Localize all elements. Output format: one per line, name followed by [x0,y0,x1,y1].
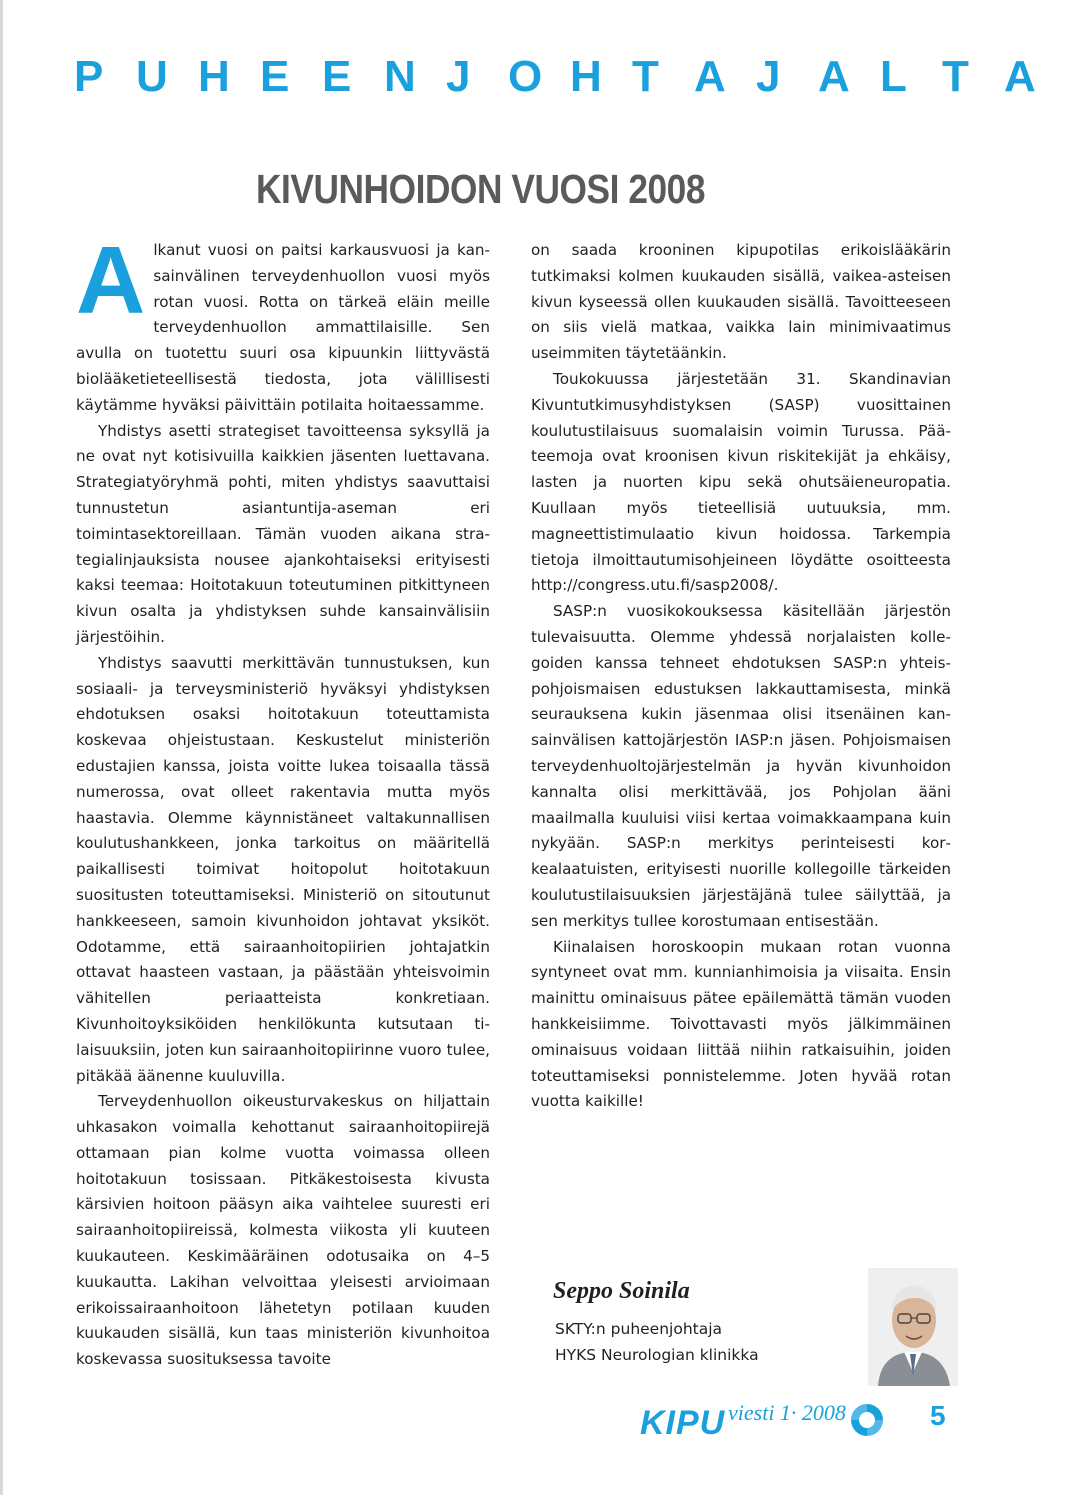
kicker-letter: J [446,52,471,101]
article-paragraph: SASP:n vuosikokouksessa käsitellään järjestön tulevaisuutta. Olemme yhdessä norjalaisten kollegoiden kanssa tehneet ehdotuksen SASP:n yhteispohjoismaisen edustuksen lakkauttamisesta, minkä seurauksena kukin jäsenmaa olisi itsenäinen kansainvälisen kattojärjestön IASP:n jäsen. Pohjoismaisen terveydenhuoltojärjestelmän ja hyvän kivunhoidon kannalta olisi merkittävää, jos Pohjolan ääni maailmalla kuuluisi viisi kertaa voimakkaampana kuin nykyään. SASP:n merkitys perinteisesti korkealaatuisten, erityisesti nuorille kollegoille tärkeiden koulutustilaisuuksien järjestäjänä tulee säilyttää, ja sen merkitys tullee korostumaan entisestään. [531,602,951,930]
article-paragraph: Kiinalaisen horoskoopin mukaan rotan vuonna syntyneet ovat mm. kunnianhimoisia ja viisaita. Ensin mainittu ominaisuus pätee epäilemättä tämän vuoden hankkeisiimme. Toivottavasti myös jälkimmäinen ominaisuus voidaan liittää niihin ratkaisuihin, joiden toteuttamiseksi ponnistelemme. Joten hyvää rotan vuotta kaikille! [531,937,951,1111]
kicker-letter: T [942,52,969,101]
article-column-right [531,238,951,1115]
kicker-letter: E [322,52,352,101]
kicker-letter: N [384,52,416,101]
logo-text: KIPU [640,1404,726,1442]
author-title: SKTY:n puheenjohtaja [555,1320,723,1338]
author-name: Seppo Soinila [553,1278,690,1304]
kicker-letter: E [260,52,290,101]
kicker-letter: O [508,52,543,101]
section-kicker [74,52,1036,102]
article-paragraph: Yhdistys asetti strategiset tavoitteensa syksyllä ja ne ovat nyt kotisivuilla kaikkien jäsenten luettavana. Strategiatyöryhmä pohti, miten yhdistys saavuttaisi tunnustetun asiantuntija-aseman eri toimintasektoreillaan. Tämän vuoden aikana strategialinjauksista nousee ajankohtaiseksi erityisesti kaksi teemaa: Hoitotakuun toteutuminen pitkittyneen kivun osalta ja yhdistyksen suhde kansainvälisiin järjestöihin. [76,421,490,646]
kicker-letter: A [818,52,850,101]
kicker-letter: A [694,52,726,101]
article-paragraph: on saada krooninen kipupotilas erikoislääkärin tutkimaksi kolmen kuukauden sisällä, vaikea-asteisen kivun kyseessä ollen kuukauden sisällä. Tavoitteeseen on siis vielä matkaa, vaikka lain minimivaatimus useimmiten täytetäänkin. [531,241,951,363]
article-paragraph: Yhdistys saavutti merkittävän tunnustuksen, kun sosiaali- ja terveysministeriö hyväksyi yhdistyksen ehdotuksen osaksi hoitotakuun toteuttamista koskevaa ohjeistustaan. Keskustelut ministeriön edustajien kanssa, joista voitte lukea toisaalla tässä numerossa, ovat olleet rakentavia mutta myös haastavia. Olemme käynnistäneet valtakunnallisen koulutushankkeen, jonka tarkoitus on määritellä paikallisesti toimivat hoitopolut hoitotakuun suositusten toteuttamiseksi. Ministeriö on sitoutunut hankkeeseen, samoin kivunhoidon johtavat yksiköt. Odotamme, että sairaanhoitopiirien johtajatkin ottavat haasteen vastaan, ja päästään yhteisvoimin vähitellen periaatteista konkretiaan. Kivunhoitoyksiköiden henkilökunta kutsutaan tilaisuuksiin, joten kun sairaanhoitopiirinne vuoro tulee, pitäkää äänenne kuuluvilla. [76,653,490,1085]
author-organization: HYKS Neurologian klinikka [555,1346,759,1364]
page-edge-rule [0,0,3,1495]
article-paragraph [76,227,490,419]
kipu-logo-icon [847,1400,887,1440]
kicker-letter: L [880,52,907,101]
kicker-letter: P [74,52,104,101]
kicker-letter: J [756,52,781,101]
kicker-letter: U [136,52,168,101]
article-paragraph: Toukokuussa järjestetään 31. Skandinavian Kivuntutkimusyhdistyksen (SASP) vuosittainen koulutustilaisuus suomalaisin voimin Turussa. Pääteemoja ovat kroonisen kivun riskitekijät ja ehkäisy, lasten ja nuorten kipu sekä ohutsäieneuropatia. Kuullaan myös tieteellisiä uutuuksia, mm. magneettistimulaatio kivun hoidossa. Tarkempia tietoja ilmoittautumisohjeineen löydätte osoitteesta http://congress.utu.fi/sasp2008/. [531,369,951,595]
footer-logo [640,1398,940,1444]
author-portrait [868,1268,958,1386]
kicker-letter: H [570,52,602,101]
article-column-left [76,227,490,1373]
drop-cap: A [76,227,146,334]
kicker-letter: A [1004,52,1036,101]
logo-issue: viesti 1· 2008 [728,1400,846,1425]
article-paragraph: Terveydenhuollon oikeusturvakeskus on hiljattain uhkasakon voimalla kehottanut sairaanhoitopiirejä ottamaan pian kolme vuotta voimassa olleen hoitotakuun tosissaan. Pitkäkestoisesta kivusta kärsivien hoitoon pääsyn aika vaihtelee suuresti eri sairaanhoitopiireissä, kolmesta viikosta yli kuuteen kuukauteen. Keskimääräinen odotusaika on 4–5 kuukautta. Lakihan velvoittaa yleisesti arvioimaan erikoissairaanhoitoon lähetetyn potilaan kuuden kuukauden sisällä, kun taas ministeriön kivunhoitoa koskevassa suosituksessa tavoite [76,1092,490,1369]
article-headline: KIVUNHOIDON VUOSI 2008 [256,166,706,212]
kicker-letter: T [632,52,659,101]
kicker-letter: H [198,52,230,101]
paragraph-text: lkanut vuosi on paitsi karkausvuosi ja kansainvälinen terveydenhuollon vuosi myös rotan vuosi. Rotta on tärkeä eläin meille terveydenhuollon ammattilaisille. Sen avulla on tuotettu suuri osa kipuunkin liittyvästä biolääketieteellisestä tiedosta, jota välillisesti käytämme hyväksi päivittäin potilaita hoitaessamme. [76,241,490,414]
page-number: 5 [930,1400,946,1431]
